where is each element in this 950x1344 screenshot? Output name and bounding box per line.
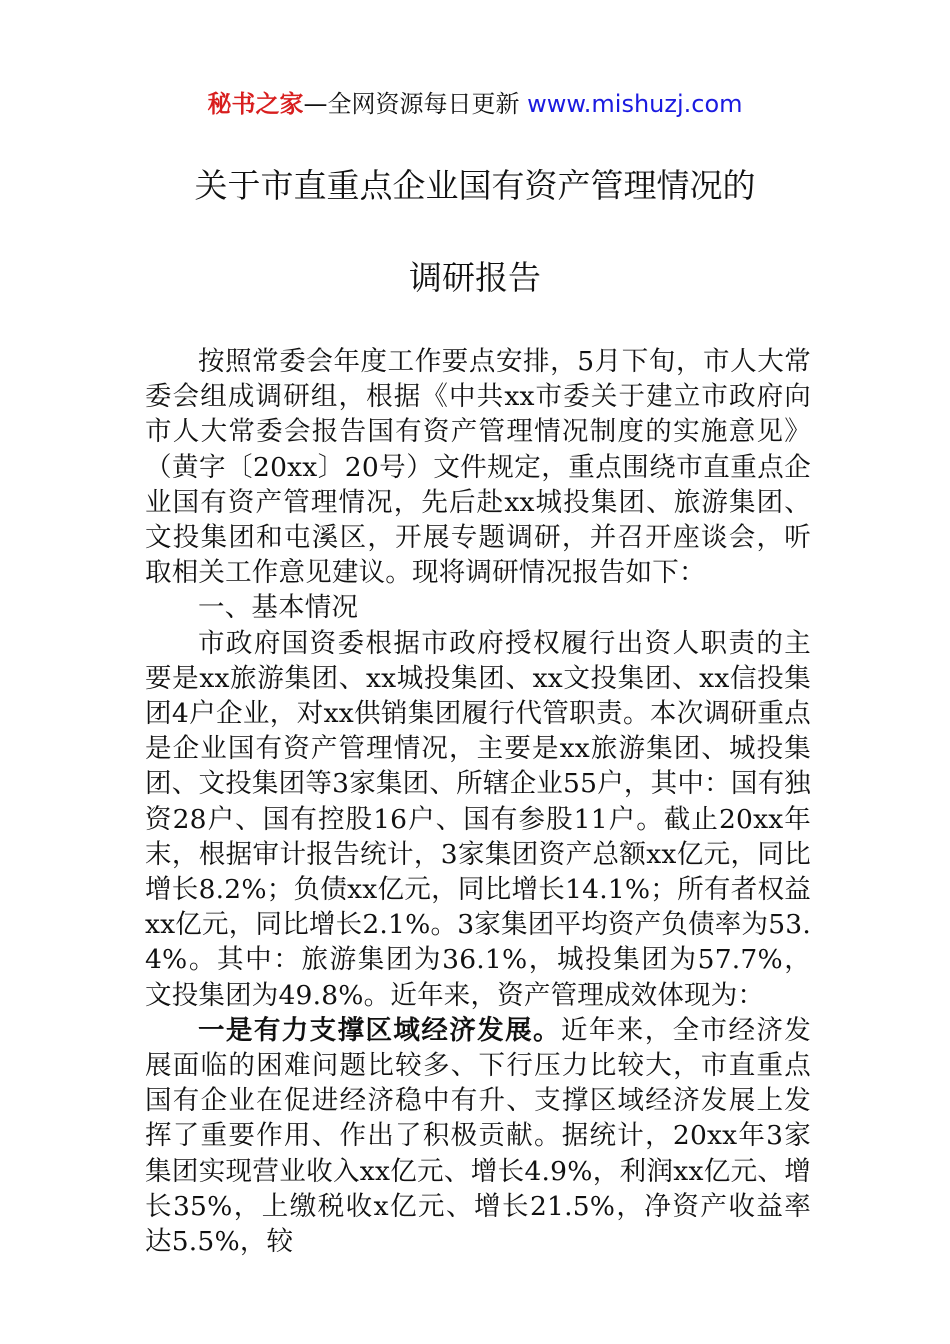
point-one-lead: 一是有力支撑区域经济发展。 bbox=[198, 1014, 561, 1046]
header-tagline: —全网资源每日更新 bbox=[303, 90, 520, 118]
point-one-paragraph bbox=[145, 1013, 811, 1259]
site-header bbox=[0, 86, 950, 122]
site-url-link[interactable]: www.mishuzj.com bbox=[527, 90, 743, 118]
point-one-text: 近年来，全市经济发展面临的困难问题比较多、下行压力比较大，市直重点国有企业在促进经济稳中有升、支撑区域经济发展上发挥了重要作用、作出了积极贡献。据统计，20xx年3家集团实现营业收入xx亿元、增长4.9%，利润xx亿元、增长35%，上缴税收x亿元、增长21.5%，净资产收益率达5.5%，较 bbox=[145, 1014, 811, 1258]
brand-name: 秘书之家 bbox=[207, 90, 304, 118]
document-title-line-1: 关于市直重点企业国有资产管理情况的 bbox=[194, 166, 756, 205]
basic-situation-paragraph: 市政府国资委根据市政府授权履行出资人职责的主要是xx旅游集团、xx城投集团、xx文投集团、xx信投集团4户企业，对xx供销集团履行代管职责。本次调研重点是企业国有资产管理情况，主要是xx旅游集团、城投集团、文投集团等3家集团、所辖企业55户，其中：国有独资28户、国有控股16户、国有参股11户。截止20xx年末，根据审计报告统计，3家集团资产总额xx亿元，同比增长8.2%；负债xx亿元，同比增长14.1%；所有者权益xx亿元，同比增长2.1%。3家集团平均资产负债率为53.4%。其中：旅游集团为36.1%，城投集团为57.7%，文投集团为49.8%。近年来，资产管理成效体现为： bbox=[145, 627, 811, 1011]
document-body bbox=[145, 344, 811, 1259]
intro-paragraph: 按照常委会年度工作要点安排，5月下旬，市人大常委会组成调研组，根据《中共xx市委关于建立市政府向市人大常委会报告国有资产管理情况制度的实施意见》（黄字〔20xx〕20号）文件规定，重点围绕市直重点企业国有资产管理情况，先后赴xx城投集团、旅游集团、文投集团和屯溪区，开展专题调研，并召开座谈会，听取相关工作意见建议。现将调研情况报告如下： bbox=[145, 346, 811, 589]
section-heading-basic-situation: 一、基本情况 bbox=[198, 592, 359, 624]
document-title-line-2: 调研报告 bbox=[409, 258, 541, 297]
